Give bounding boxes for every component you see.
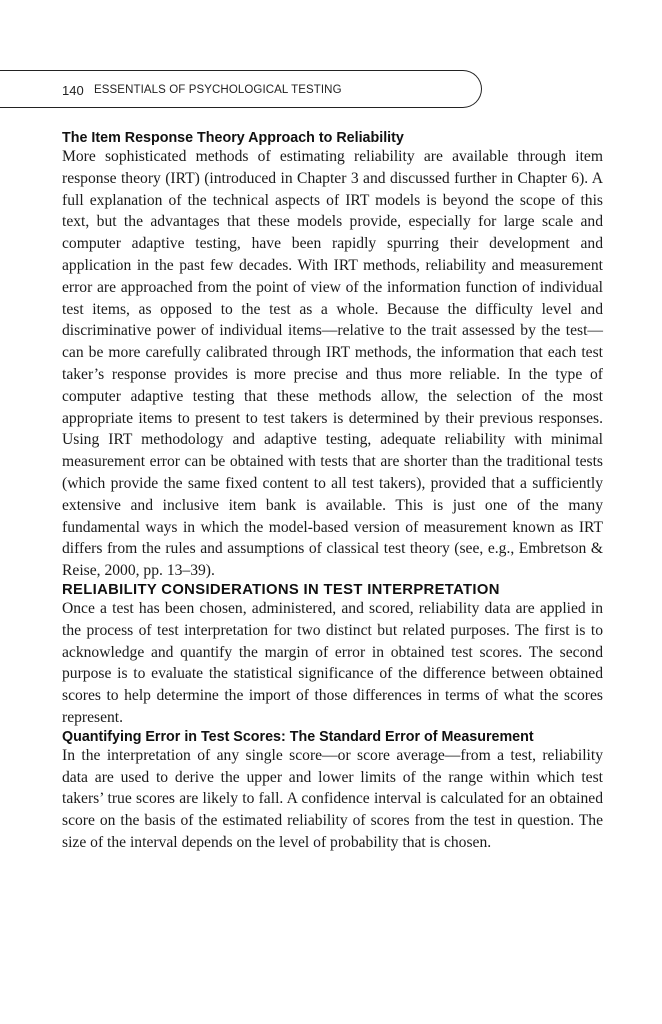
irt-paragraph: More sophisticated methods of estimating reliability are available through item response theory (IRT) (introduced in Chapter 3 and discussed further in Chapter 6). A full explanation of the technical aspects of IRT models is beyond the scope of this text, but the advantages that these models provide, especially for large scale and computer adaptive testing, have been rapidly spurring their development and application in the past few decades. With IRT methods, reliability and measurement error are approached from the point of view of the information function of individual test items, as opposed to the test as a whole. Because the difficulty level and discriminative power of individual items—relative to the trait assessed by the test—can be more carefully calibrated through IRT methods, the information that each test taker’s response provides is more precise and thus more reliable. In the type of computer adaptive testing that these methods allow, the selection of the most appropriate items to present to test takers is determined by their previous responses. Using IRT methodology and adaptive testing, adequate reliability with minimal measurement error can be obtained with tests that are shorter than the traditional tests (which provide the same fixed content to all test takers), provided that a sufficiently extensive and inclusive item bank is available. This is just one of the many fundamental ways in which the model-based version of measurement known as IRT differs from the rules and assumptions of classical test theory (see, e.g., Embretson & Reise, 2000, pp. 13–39). [62,148,603,580]
reliability-interpretation-paragraph: Once a test has been chosen, administered, and scored, reliability data are applied in the process of test interpretation for two distinct but related purposes. The first is to acknowledge and quantify the margin of error in obtained test scores. The second purpose is to evaluate the statistical significance of the difference between obtained scores to help determine the import of those differences in terms of what the scores represent. [62,599,603,726]
reliability-interpretation-heading: RELIABILITY CONSIDERATIONS IN TEST INTERPRETATION [62,581,500,598]
running-head [0,70,482,108]
book-title: ESSENTIALS OF PSYCHOLOGICAL TESTING [94,84,342,96]
page-content [62,130,603,854]
irt-heading: The Item Response Theory Approach to Reliability [62,130,404,146]
page-number: 140 [62,83,84,98]
sem-heading: Quantifying Error in Test Scores: The Standard Error of Measurement [62,728,534,745]
sem-paragraph: In the interpretation of any single score—or score average—from a test, reliability data are used to derive the upper and lower limits of the range within which test takers’ true scores are likely to fall. A confidence interval is calculated for an obtained score on the basis of the estimated reliability of scores from the test in question. The size of the interval depends on the level of probability that is chosen. [62,746,603,851]
